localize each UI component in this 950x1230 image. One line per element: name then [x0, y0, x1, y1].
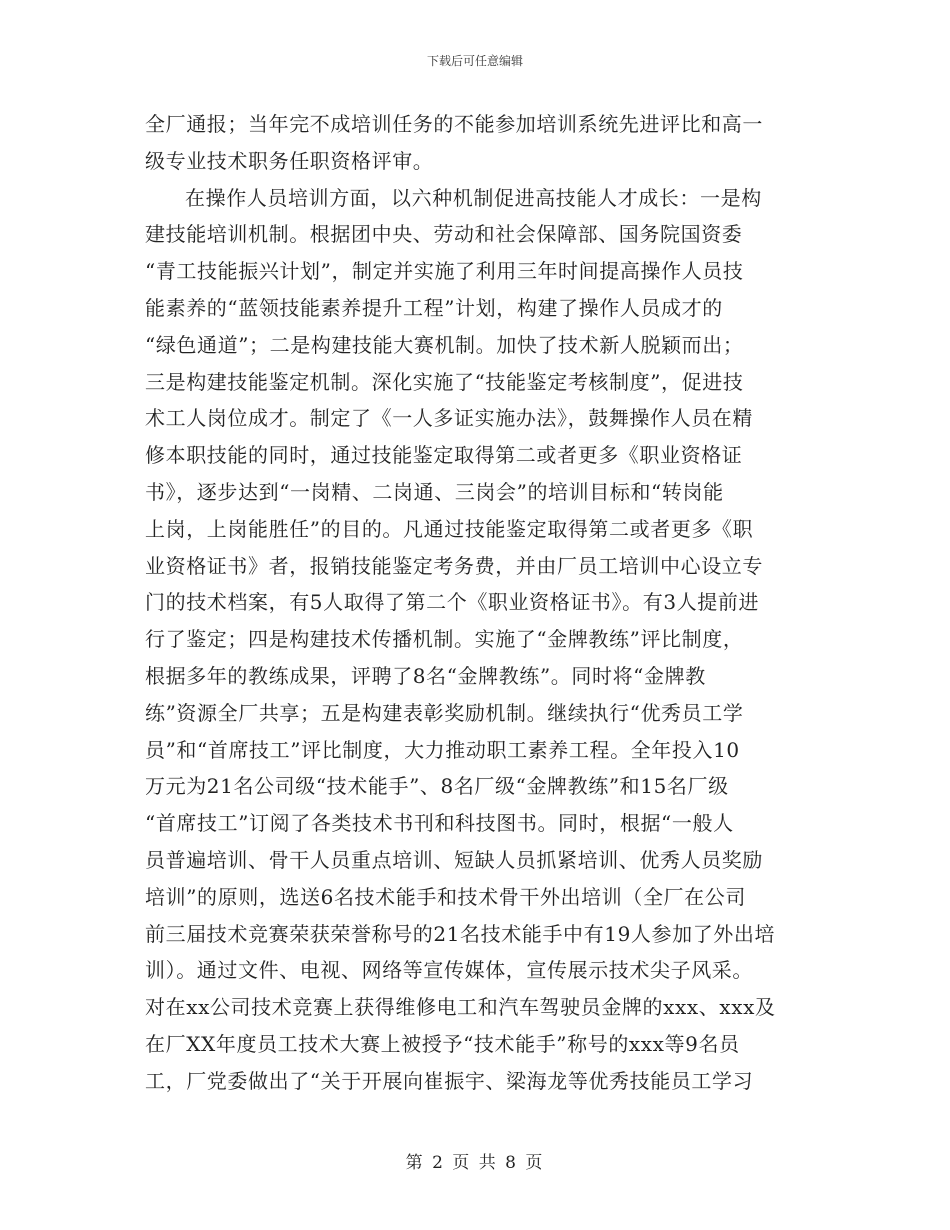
body-line: 上岗，上岗能胜任”的目的。凡通过技能鉴定取得第二或者更多《职 [145, 516, 754, 541]
body-line: 练”资源全厂共享；五是构建表彰奖励机制。继续执行“优秀员工学 [145, 700, 744, 725]
paragraph-start-line: 在操作人员培训方面，以六种机制促进高技能人才成长：一是构 [185, 185, 762, 210]
body-line: 训）。通过文件、电视、网络等宣传媒体，宣传展示技术尖子风采。 [145, 958, 753, 983]
body-line: “绿色通道”；二是构建技能大赛机制。加快了技术新人脱颖而出； [145, 332, 744, 357]
body-line: “首席技工”订阅了各类技术书刊和科技图书。同时，根据“一般人 [145, 811, 734, 836]
body-line: 全厂通报；当年完不成培训任务的不能参加培训系统先进评比和高一 [145, 112, 763, 136]
page-header-note: 下载后可任意编辑 [426, 54, 523, 68]
body-line: 对在xx公司技术竞赛上获得维修电工和汽车驾驶员金牌的xxx、xxx及 [145, 995, 776, 1020]
body-line: 行了鉴定；四是构建技术传播机制。实施了“金牌教练”评比制度， [145, 627, 744, 652]
body-line: 工，厂党委做出了“关于开展向崔振宇、梁海龙等优秀技能员工学习 [145, 1068, 754, 1093]
body-line: 能素养的“蓝领技能素养提升工程”计划，构建了操作人员成才的 [145, 295, 723, 320]
body-line: 根据多年的教练成果，评聘了8名“金牌教练”。同时将“金牌教 [145, 663, 706, 688]
body-line: 培训”的原则，选送6名技术能手和技术骨干外出培训（全厂在公司 [145, 884, 746, 909]
page-number-footer: 第 2 页 共 8 页 [405, 1153, 545, 1173]
body-line: 业资格证书》者，报销技能鉴定考务费，并由厂员工培训中心设立专 [145, 553, 763, 578]
body-line: 三是构建技能鉴定机制。深化实施了“技能鉴定考核制度”，促进技 [145, 369, 744, 394]
document-body [145, 106, 807, 1100]
body-line: 建技能培训机制。根据团中央、劳动和社会保障部、国务院国资委 [145, 222, 743, 247]
body-line: 员普遍培训、骨干人员重点培训、短缺人员抓紧培训、优秀人员奖励 [145, 847, 763, 872]
body-line: 书》，逐步达到“一岗精、二岗通、三岗会”的培训目标和“转岗能 [145, 479, 724, 504]
body-line: 万元为21名公司级“技术能手”、8名厂级“金牌教练”和15名厂级 [145, 774, 729, 799]
body-line: 门的技术档案，有5人取得了第二个《职业资格证书》。有3人提前进 [145, 590, 760, 615]
body-line: 员”和“首席技工”评比制度，大力推动职工素养工程。全年投入10 [145, 737, 740, 762]
body-line: 级专业技术职务任职资格评审。 [145, 148, 434, 173]
body-line: “青工技能振兴计划”，制定并实施了利用三年时间提高操作人员技 [145, 259, 744, 284]
body-line: 在厂XX年度员工技术大赛上被授予“技术能手”称号的xxx等9名员 [145, 1031, 740, 1056]
body-line: 术工人岗位成才。制定了《一人多证实施办法》，鼓舞操作人员在精 [145, 406, 753, 431]
body-line: 前三届技术竞赛荣获荣誉称号的21名技术能手中有19人参加了外出培 [145, 921, 776, 946]
body-line: 修本职技能的同时，通过技能鉴定取得第二或者更多《职业资格证 [145, 443, 743, 468]
